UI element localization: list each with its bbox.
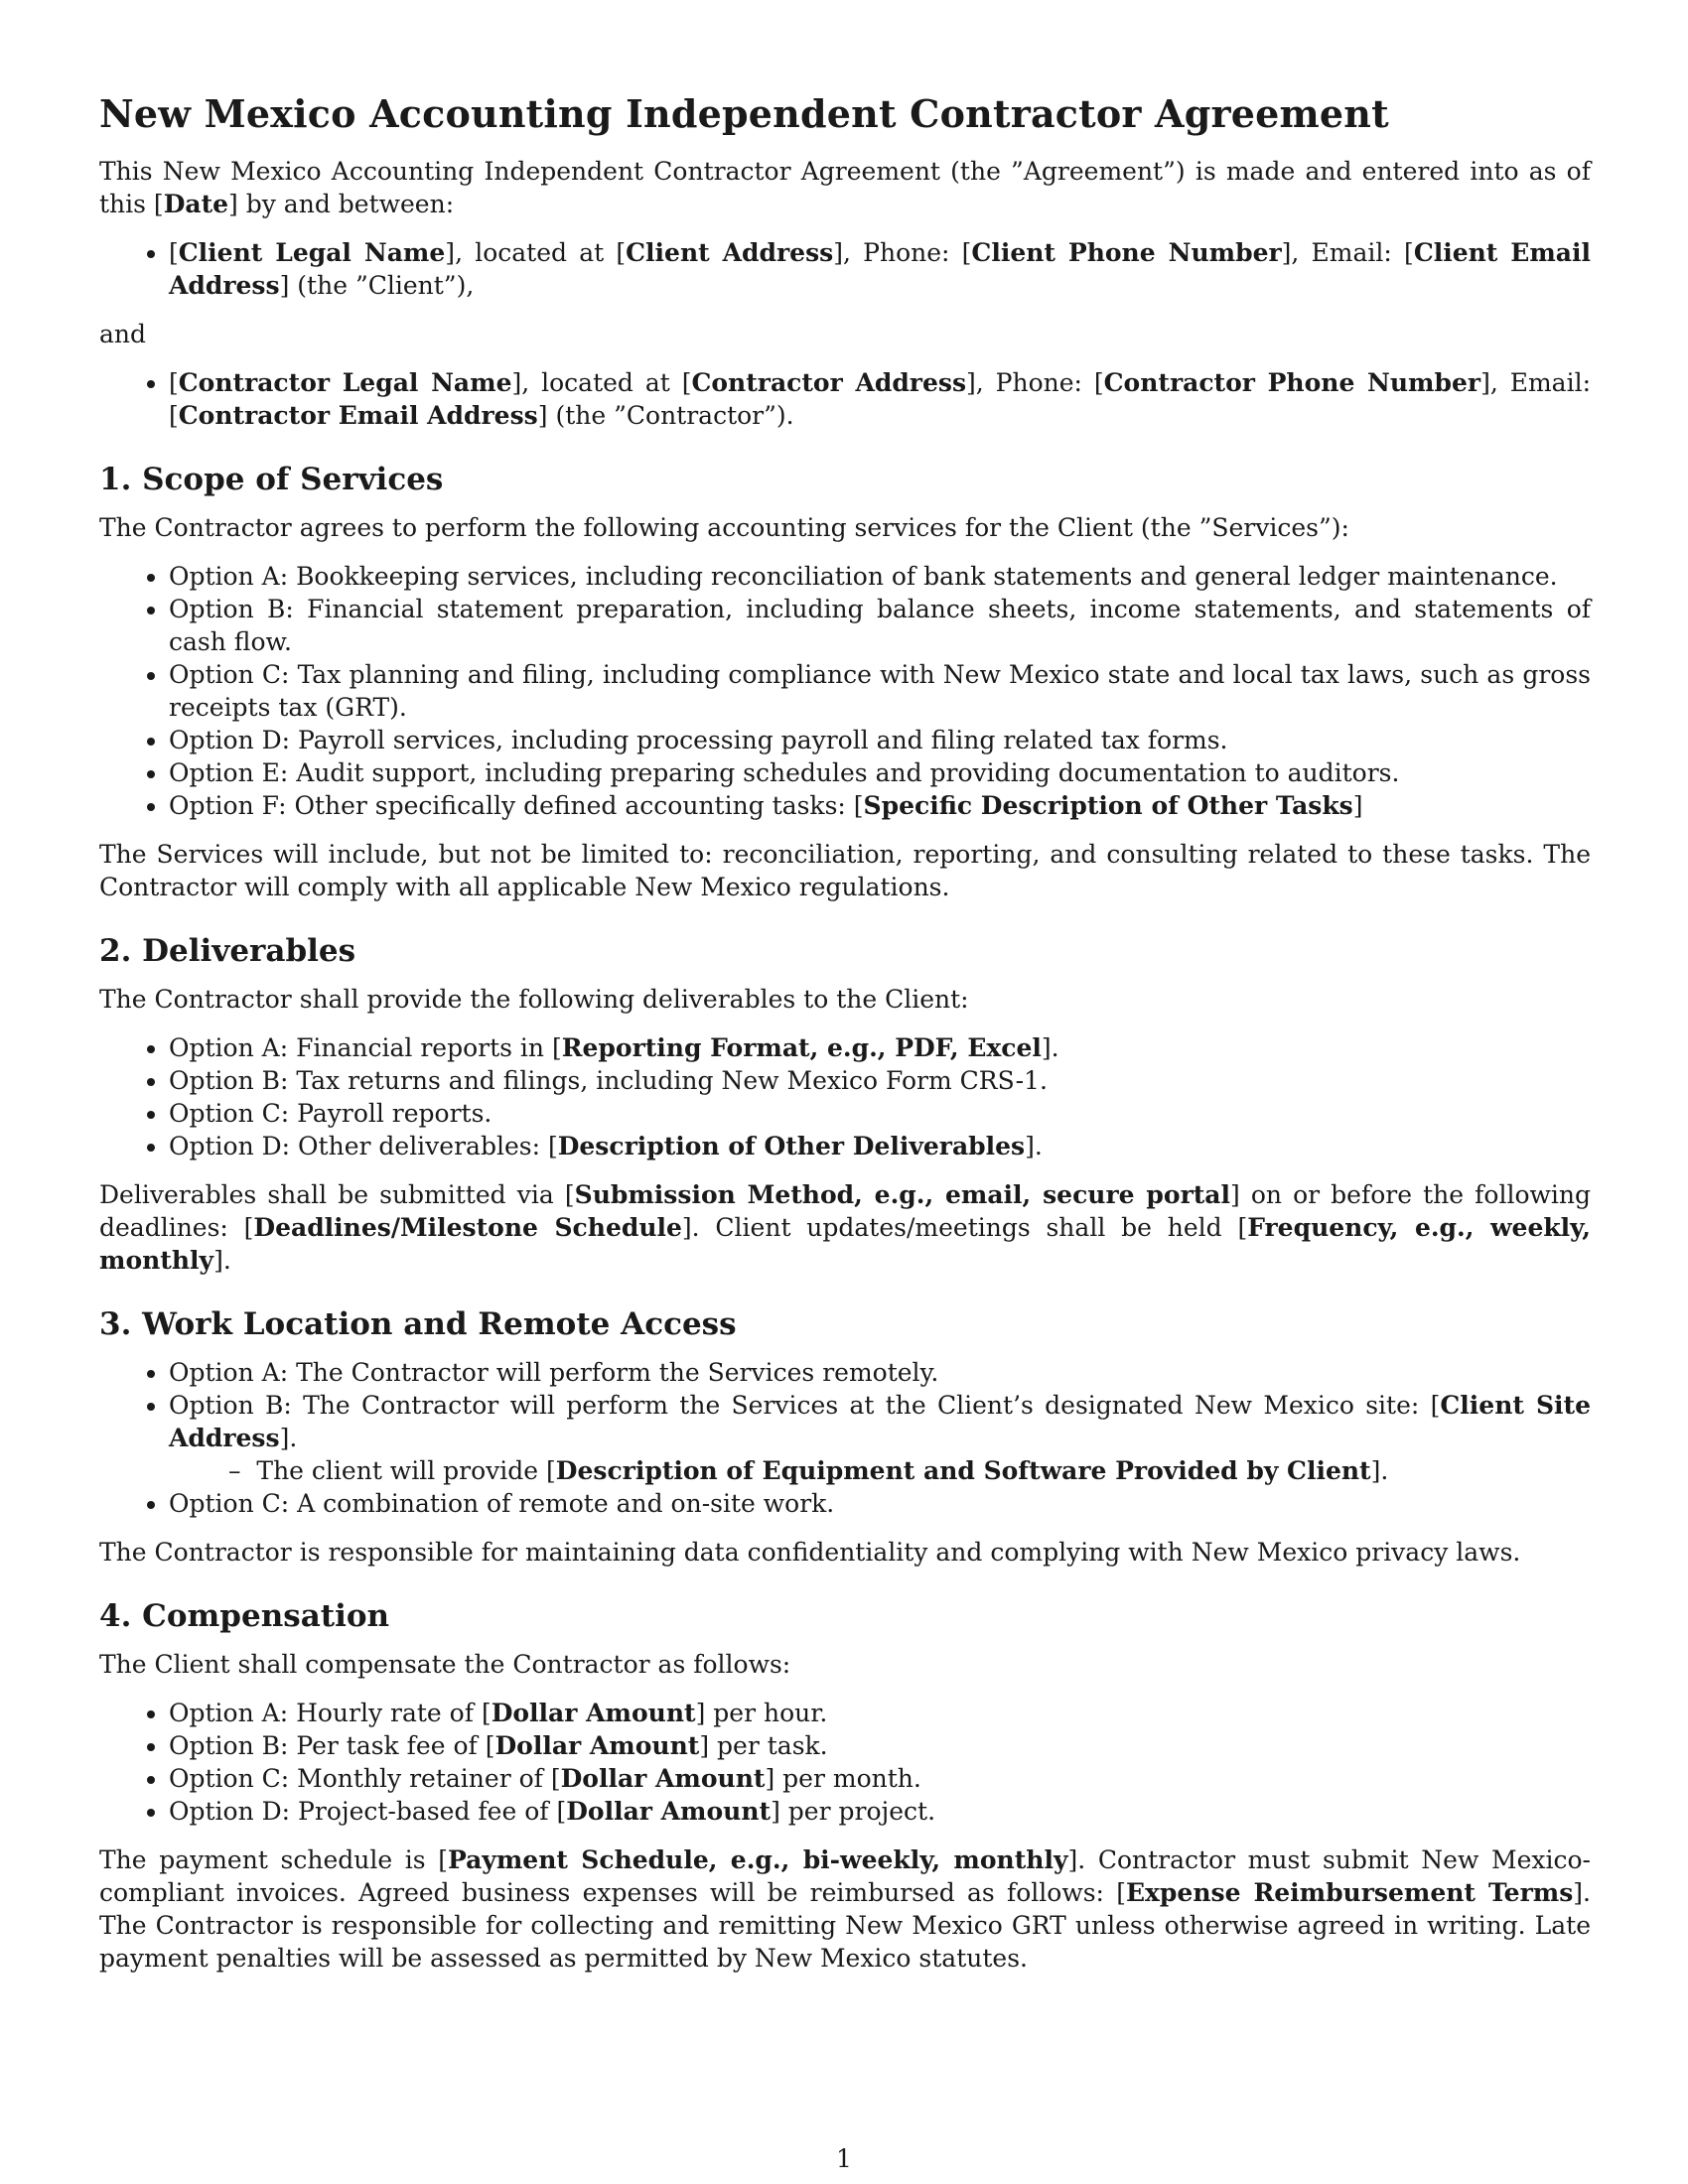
client-address-field: Client Address <box>626 238 834 267</box>
list-item: • Option E: Audit support, including preparing schedules and providing documentation to auditors. <box>169 756 1591 789</box>
section-4-heading: 4. Compensation <box>99 1598 390 1634</box>
list-item: • Option C: Payroll reports. <box>169 1097 1591 1130</box>
document-title: New Mexico Accounting Independent Contractor Agreement <box>99 91 1389 136</box>
list-item: • Option D: Payroll services, including processing payroll and filing related tax forms. <box>169 724 1591 756</box>
dollar-amount-field: Dollar Amount <box>566 1797 772 1826</box>
reporting-format-field: Reporting Format, e.g., PDF, Excel <box>561 1033 1042 1062</box>
contractor-list <box>99 366 1591 432</box>
list-item: • Option D: Other deliverables: [Description of Other Deliverables]. <box>169 1130 1591 1162</box>
list-item: • Option B: The Contractor will perform the Services at the Client’s designated New Mexico site: [Client Site Address]. – The client will provide [Description of Equipment and Software Provided by Client]. <box>169 1389 1591 1487</box>
contractor-address-field: Contractor Address <box>691 368 967 397</box>
dollar-amount-field: Dollar Amount <box>560 1764 766 1793</box>
client-name-field: Client Legal Name <box>178 238 446 267</box>
expense-terms-field: Expense Reimbursement Terms <box>1125 1878 1574 1907</box>
frequency-field: Frequency, e.g., weekly, monthly <box>99 1213 1592 1275</box>
sub-list-item: – The client will provide [Description of Equipment and Software Provided by Client]. <box>228 1454 1591 1487</box>
client-email-field: Client Email Address <box>169 238 1591 300</box>
section-4-closing: The payment schedule is [Payment Schedule, e.g., bi-weekly, monthly]. Contractor must submit New Mexico-compliant invoices. Agreed business expenses will be reimbursed as follows: [Expense Reimbursement Terms]. The Contractor is responsible for collecting and remitting New Mexico GRT unless otherwise agreed in writing. Late payment penalties will be assessed as permitted by New Mexico statutes. <box>99 1845 1591 1973</box>
list-item: • Option B: Per task fee of [Dollar Amount] per task. <box>169 1729 1591 1762</box>
contractor-phone-field: Contractor Phone Number <box>1103 368 1481 397</box>
section-3-sublist <box>169 1454 1591 1487</box>
list-item: • Option D: Project-based fee of [Dollar Amount] per project. <box>169 1795 1591 1828</box>
contractor-email-field: Contractor Email Address <box>178 401 538 430</box>
equipment-field: Description of Equipment and Software Provided by Client <box>555 1456 1371 1485</box>
submission-method-field: Submission Method, e.g., email, secure portal <box>574 1180 1230 1209</box>
section-1-list <box>99 560 1591 822</box>
dollar-amount-field: Dollar Amount <box>491 1699 696 1727</box>
client-phone-field: Client Phone Number <box>971 238 1282 267</box>
list-item: • Option A: Bookkeeping services, including reconciliation of bank statements and general ledger maintenance. <box>169 560 1591 593</box>
section-2-list <box>99 1031 1591 1162</box>
date-field: Date <box>163 190 229 218</box>
list-item: • Option C: Monthly retainer of [Dollar Amount] per month. <box>169 1762 1591 1795</box>
section-3-list <box>99 1356 1591 1520</box>
section-2-heading: 2. Deliverables <box>99 933 356 969</box>
client-party: • [Client Legal Name], located at [Client Address], Phone: [Client Phone Number], Email: [Client Email Address] (the ”Client”), <box>169 236 1591 302</box>
client-site-address-field: Client Site Address <box>169 1391 1591 1452</box>
client-list <box>99 236 1591 302</box>
list-item: • Option A: Financial reports in [Reporting Format, e.g., PDF, Excel]. <box>169 1031 1591 1064</box>
contractor-party: • [Contractor Legal Name], located at [Contractor Address], Phone: [Contractor Phone Number], Email: [Contractor Email Address] (the ”Contractor”). <box>169 366 1591 432</box>
contractor-name-field: Contractor Legal Name <box>178 368 512 397</box>
other-deliverables-field: Description of Other Deliverables <box>557 1132 1026 1160</box>
other-tasks-field: Specific Description of Other Tasks <box>863 791 1353 820</box>
section-4-intro: The Client shall compensate the Contractor as follows: <box>99 1650 791 1679</box>
list-item: • Option C: A combination of remote and on-site work. <box>169 1487 1591 1520</box>
section-1-intro: The Contractor agrees to perform the following accounting services for the Client (the ”Services”): <box>99 513 1349 542</box>
payment-schedule-field: Payment Schedule, e.g., bi-weekly, monthly <box>447 1845 1068 1874</box>
section-1-closing: The Services will include, but not be limited to: reconciliation, reporting, and consulting related to these tasks. The Contractor will comply with all applicable New Mexico regulations. <box>99 840 1591 901</box>
document-page <box>99 91 1591 1990</box>
page-number: 1 <box>836 2144 852 2173</box>
section-3-closing: The Contractor is responsible for maintaining data confidentiality and complying with New Mexico privacy laws. <box>99 1538 1521 1567</box>
section-4-list <box>99 1697 1591 1828</box>
list-item: • Option B: Financial statement preparation, including balance sheets, income statements, and statements of cash flow. <box>169 593 1591 658</box>
section-1-heading: 1. Scope of Services <box>99 462 444 497</box>
list-item: • Option F: Other specifically defined accounting tasks: [Specific Description of Other Tasks] <box>169 789 1591 822</box>
deadlines-field: Deadlines/Milestone Schedule <box>253 1213 682 1242</box>
section-2-intro: The Contractor shall provide the following deliverables to the Client: <box>99 985 969 1014</box>
list-item: • Option A: Hourly rate of [Dollar Amount] per hour. <box>169 1697 1591 1729</box>
intro-paragraph: This New Mexico Accounting Independent Contractor Agreement (the ”Agreement”) is made and entered into as of this [Date] by and between: <box>99 157 1591 218</box>
list-item: • Option B: Tax returns and filings, including New Mexico Form CRS-1. <box>169 1064 1591 1097</box>
list-item: • Option A: The Contractor will perform the Services remotely. <box>169 1356 1591 1389</box>
section-3-heading: 3. Work Location and Remote Access <box>99 1306 737 1342</box>
section-2-closing: Deliverables shall be submitted via [Submission Method, e.g., email, secure portal] on or before the following deadlines: [Deadlines/Milestone Schedule]. Client updates/meetings shall be held [Frequency, e.g., weekly, monthly]. <box>99 1180 1592 1275</box>
list-item: • Option C: Tax planning and filing, including compliance with New Mexico state and local tax laws, such as gross receipts tax (GRT). <box>169 658 1591 724</box>
dollar-amount-field: Dollar Amount <box>494 1731 700 1760</box>
and-text: and <box>99 320 147 348</box>
